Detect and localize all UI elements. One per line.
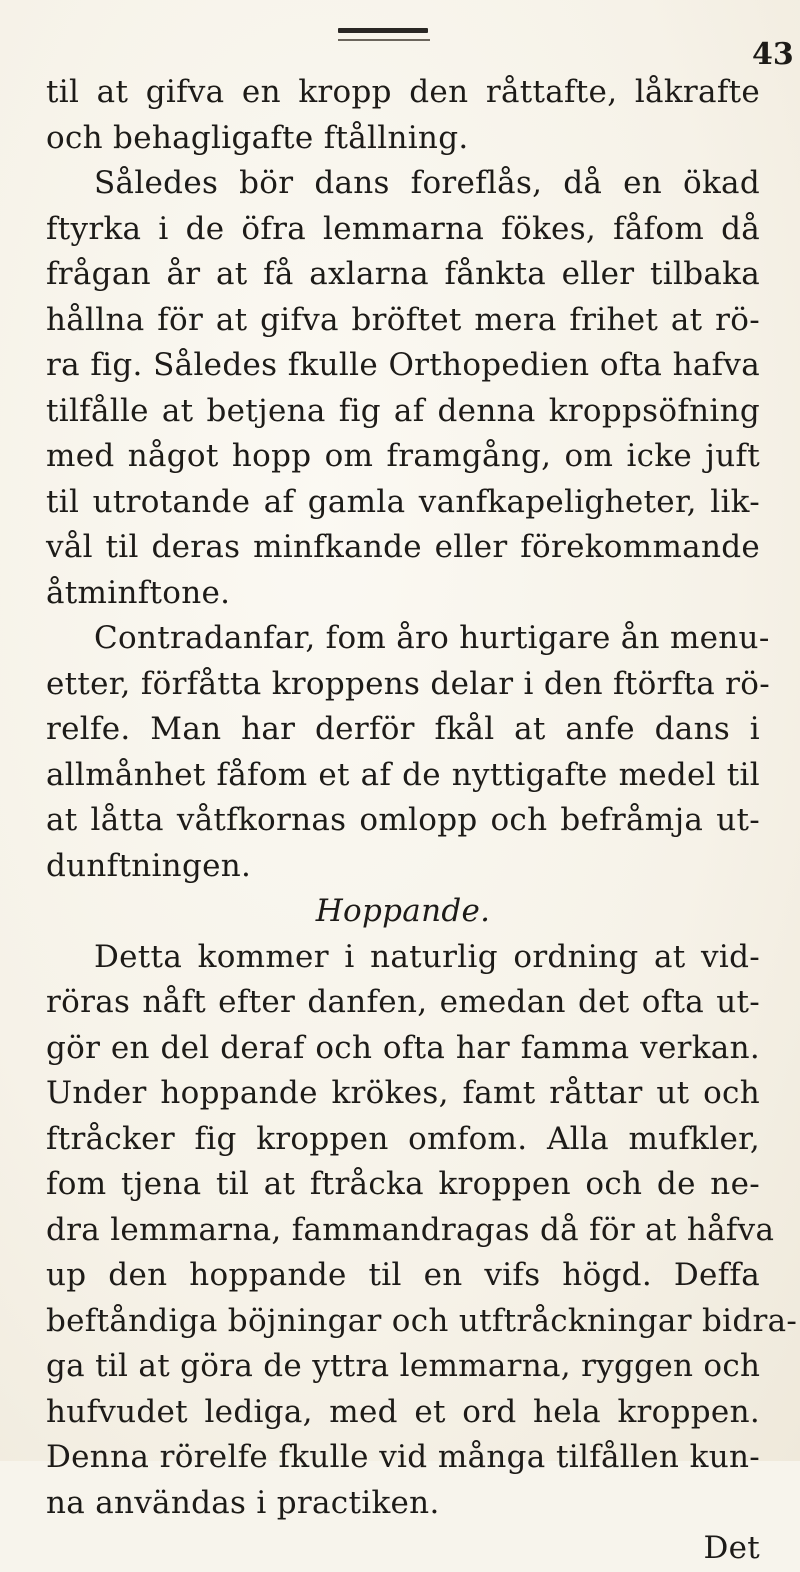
text-line: Således bör dans foreflås, då en ökad: [94, 165, 760, 201]
catchword: Det: [703, 1530, 760, 1566]
text-line: up den hoppande til en vifs högd. Deffa: [46, 1257, 760, 1293]
text-line: til utrotande af gamla vanfkapeligheter, lik-: [46, 483, 760, 520]
text-line: at låtta våtfkornas omlopp och befråmja ut-: [46, 802, 760, 838]
text-line: gör en del deraf och ofta har famma verkan.: [46, 1029, 760, 1066]
text-line: na användas i practiken.: [46, 1484, 440, 1521]
text-line: allmånhet fåfom et af de nyttigafte medel til: [46, 756, 760, 793]
text-line: frågan år at få axlarna fånkta eller tilbaka: [46, 256, 760, 292]
body-text: [46, 70, 798, 1572]
text-line: ga til at göra de yttra lemmarna, ryggen och: [46, 1348, 761, 1384]
text-line: ftyrka i de öfra lemmarna fökes, fåfom då: [46, 210, 760, 247]
text-line: tilfålle at betjena fig af denna kroppsöfning: [46, 392, 760, 429]
text-line: Under hoppande krökes, famt råttar ut och: [46, 1075, 760, 1111]
text-line: med något hopp om framgång, om icke juft: [46, 438, 760, 474]
header-rule: [338, 28, 428, 33]
section-heading: Hoppande.: [315, 893, 491, 929]
text-line: åtminftone.: [46, 574, 231, 611]
text-line: beftåndiga böjningar och utftråckningar bidra-: [46, 1302, 798, 1339]
text-line: röras nåft efter danfen, emedan det ofta ut-: [46, 984, 760, 1020]
header-rule-thin: [338, 39, 430, 41]
text-line: etter, förfåtta kroppens delar i den ftörfta rö-: [46, 665, 770, 702]
text-line: hufvudet lediga, med et ord hela kroppen.: [46, 1393, 760, 1430]
text-line: til at gifva en kropp den råttafte, låkrafte: [46, 74, 760, 110]
text-line: dra lemmarna, fammandragas då för at håfva: [46, 1211, 775, 1248]
text-line: Contradanfar, fom åro hurtigare ån menu-: [94, 620, 770, 656]
text-line: vål til deras minfkande eller förekommande: [46, 529, 760, 565]
text-line: fom tjena til at ftråcka kroppen och de ne-: [46, 1166, 760, 1202]
text-line: ra fig. Således fkulle Orthopedien ofta hafva: [46, 347, 760, 383]
text-line: och behagligafte ftållning.: [46, 119, 469, 156]
page-number: 43: [752, 37, 794, 72]
text-line: hållna för at gifva bröftet mera frihet at rö-: [46, 301, 760, 338]
text-line: Denna rörelfe fkulle vid många tilfållen kun-: [46, 1439, 760, 1475]
text-line: ftråcker fig kroppen omfom. Alla mufkler,: [46, 1120, 760, 1157]
text-line: Detta kommer i naturlig ordning at vid-: [94, 938, 760, 975]
text-line: relfe. Man har derför fkål at anfe dans i: [46, 711, 760, 747]
text-line: dunftningen.: [46, 847, 252, 884]
